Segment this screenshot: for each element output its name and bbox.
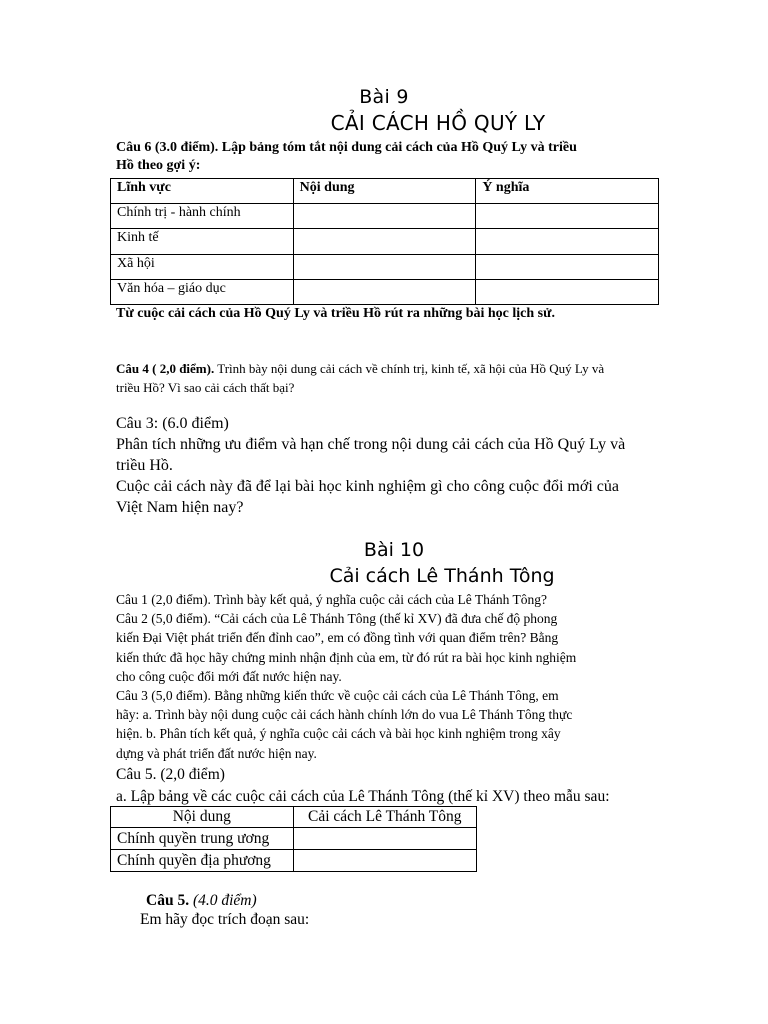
table-cell-empty	[476, 255, 659, 280]
lesson-10-title: Cải cách Lê Thánh Tông	[329, 565, 555, 587]
table-header-cell: Ý nghĩa	[476, 179, 659, 204]
question-line: hãy: a. Trình bày nội dung cuộc cải cách hành chính lớn do vua Lê Thánh Tông thực	[116, 707, 573, 723]
lesson-9-title: CẢI CÁCH HỒ QUÝ LY	[330, 111, 546, 135]
table-header-row	[111, 179, 659, 204]
question-5b	[146, 890, 257, 911]
question-3-line: Phân tích những ưu điểm và hạn chế trong nội dung cải cách của Hồ Quý Ly và	[116, 436, 626, 453]
table-header-row	[111, 807, 477, 828]
table-cell: Chính quyền địa phương	[111, 850, 294, 872]
table-cell-empty	[293, 229, 476, 255]
table-header-cell: Cải cách Lê Thánh Tông	[293, 807, 476, 828]
lesson-10-questions	[116, 590, 676, 763]
question-4-label: Câu 4 ( 2,0 điểm).	[116, 361, 215, 376]
question-3-line: Câu 3: (6.0 điểm)	[116, 415, 229, 432]
table-cell-empty	[476, 229, 659, 255]
question-3-line: Cuộc cải cách này đã để lại bài học kinh nghiệm gì cho công cuộc đổi mới của	[116, 478, 619, 495]
question-line: Câu 1 (2,0 điểm). Trình bày kết quả, ý nghĩa cuộc cải cách của Lê Thánh Tông?	[116, 592, 548, 607]
question-6-line-2: Hồ theo gợi ý:	[116, 158, 201, 173]
le-thanh-tong-table	[110, 806, 477, 872]
question-line: dựng và phát triển đất nước hiện nay.	[116, 745, 317, 761]
question-3	[116, 413, 676, 518]
question-line: Câu 3 (5,0 điểm). Bằng những kiến thức về cuộc cải cách của Lê Thánh Tông, em	[116, 688, 559, 704]
lesson-9-heading: Bài 9	[359, 86, 409, 108]
table-cell-empty	[293, 255, 476, 280]
question-line: kiến thức đã học hãy chứng minh nhận định của em, từ đó rút ra bài học kinh nghiệm	[116, 649, 577, 665]
table-header-cell: Nội dung	[111, 807, 294, 828]
table-header-cell: Nội dung	[293, 179, 476, 204]
question-4	[116, 359, 676, 397]
table-cell-empty	[293, 850, 476, 872]
question-line: kiến Đại Việt phát triển đến đỉnh cao”, em có đồng tình với quan điểm trên? Bằng	[116, 630, 559, 646]
question-5b-label: Câu 5.	[146, 892, 190, 909]
table-row	[111, 850, 477, 872]
table-cell: Văn hóa – giáo dục	[111, 280, 294, 305]
table-cell-empty	[293, 828, 476, 850]
table-row	[111, 828, 477, 850]
table-header-cell: Lĩnh vực	[111, 179, 294, 204]
lesson-10-heading: Bài 10	[363, 539, 425, 561]
question-line: cho công cuộc đổi mới đất nước hiện nay.	[116, 668, 342, 684]
table-row	[111, 229, 659, 255]
question-5-part-a: a. Lập bảng về các cuộc cải cách của Lê Thánh Tông (thế kỉ XV) theo mẫu sau:	[116, 788, 610, 805]
question-5b-points: (4.0 điểm)	[189, 892, 257, 909]
table-cell-empty	[476, 204, 659, 229]
table-cell-empty	[476, 280, 659, 305]
question-4-text-2: triều Hồ? Vì sao cải cách thất bại?	[116, 380, 295, 395]
table-cell-empty	[293, 280, 476, 305]
question-5b-text: Em hãy đọc trích đoạn sau:	[140, 911, 310, 928]
question-3-line: Việt Nam hiện nay?	[116, 499, 244, 516]
table-row	[111, 204, 659, 229]
question-line: Câu 2 (5,0 điểm). “Cải cách của Lê Thánh Tông (thế kỉ XV) đã đưa chế độ phong	[116, 611, 558, 627]
history-lesson-question: Từ cuộc cải cách của Hồ Quý Ly và triều Hồ rút ra những bài học lịch sử.	[116, 306, 555, 321]
table-cell-empty	[293, 204, 476, 229]
question-6-line-1: Câu 6 (3.0 điểm). Lập bảng tóm tắt nội dung cải cách của Hồ Quý Ly và triều	[116, 140, 577, 155]
table-cell: Kinh tế	[111, 229, 294, 255]
question-4-text: Trình bày nội dung cải cách về chính trị, kinh tế, xã hội của Hồ Quý Ly và	[214, 361, 605, 376]
table-row	[111, 255, 659, 280]
table-cell: Chính quyền trung ương	[111, 828, 294, 850]
question-5	[116, 764, 676, 808]
table-row	[111, 280, 659, 305]
question-6	[116, 139, 676, 175]
table-cell: Chính trị - hành chính	[111, 204, 294, 229]
table-cell: Xã hội	[111, 255, 294, 280]
reform-summary-table	[110, 178, 659, 305]
question-line: hiện. b. Phân tích kết quả, ý nghĩa cuộc cải cách và bài học kinh nghiệm trong xây	[116, 726, 561, 742]
question-5-label: Câu 5. (2,0 điểm)	[116, 766, 225, 783]
question-3-line: triều Hồ.	[116, 457, 173, 474]
